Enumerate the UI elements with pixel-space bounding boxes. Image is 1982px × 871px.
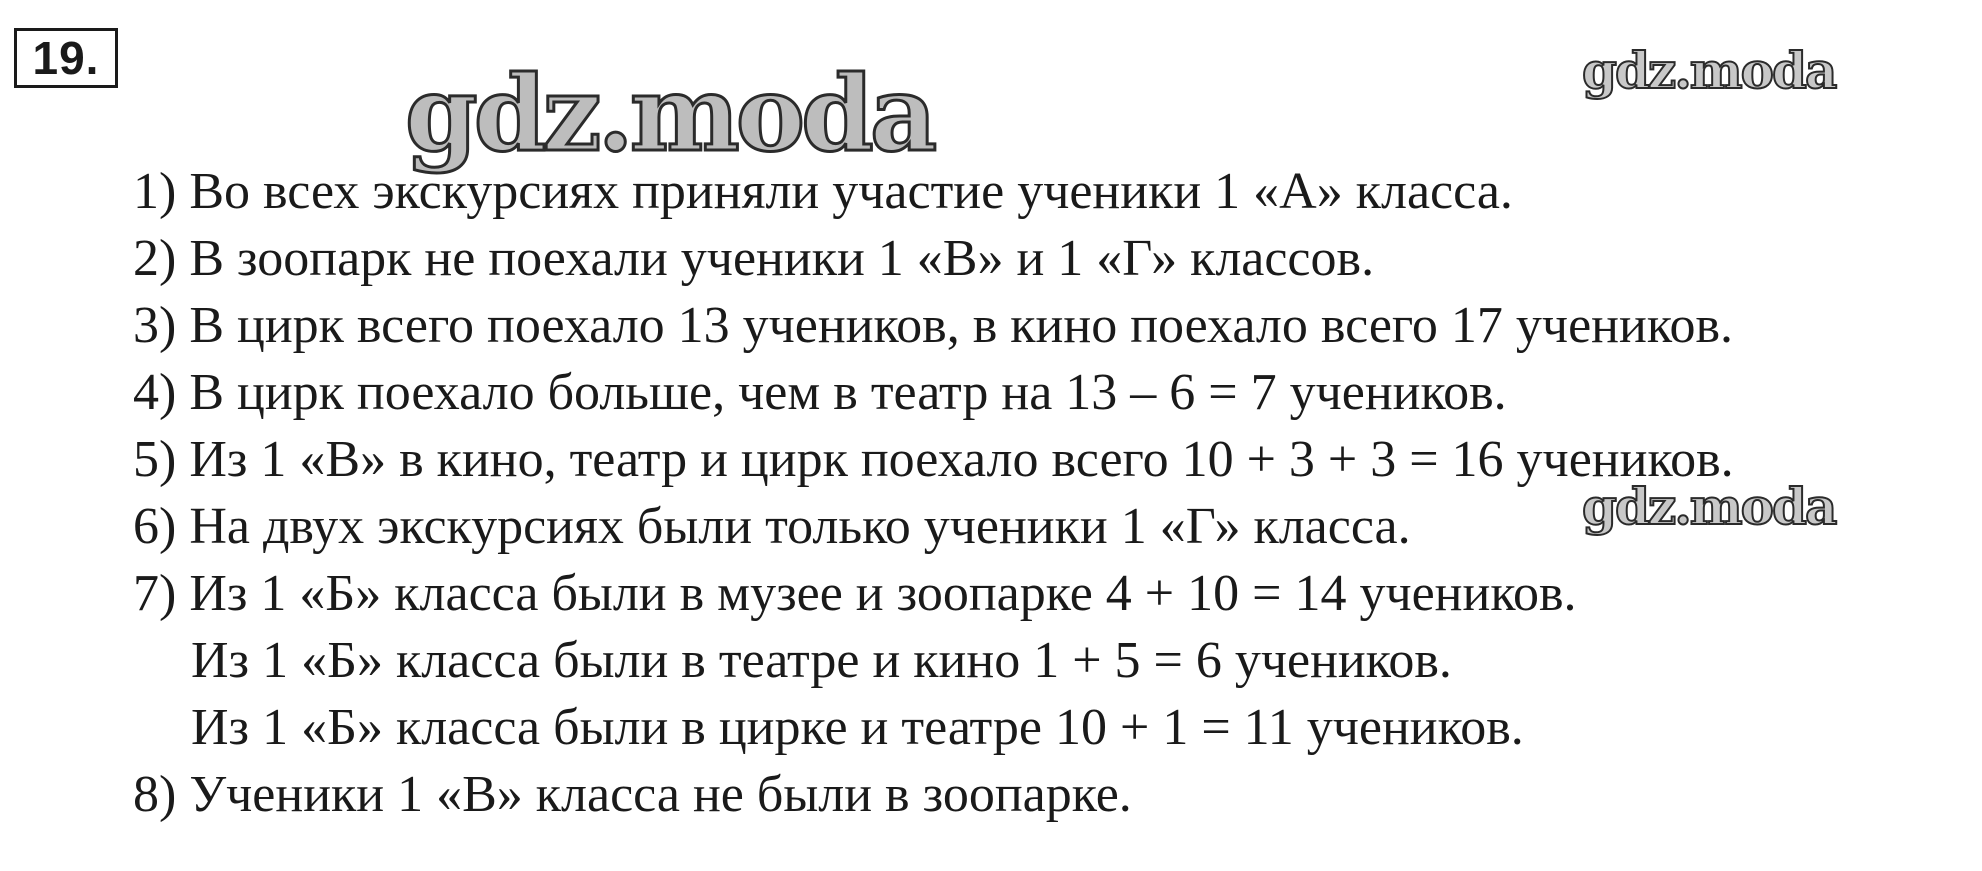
answer-line-2: 2) В зоопарк не поехали ученики 1 «В» и 1 «Г» классов.: [133, 230, 1375, 287]
answer-line-4: 4) В цирк поехало больше, чем в театр на 13 – 6 = 7 учеников.: [133, 364, 1507, 421]
watermark-middle-right: gdz.moda: [1582, 477, 1836, 536]
answer-line-6: 6) На двух экскурсиях были только ученики 1 «Г» класса.: [133, 498, 1411, 555]
answer-line-7-continued-2: Из 1 «Б» класса были в цирке и театре 10 + 1 = 11 учеников.: [191, 699, 1524, 756]
watermark-main: gdz.moda: [405, 52, 934, 175]
answer-line-8: 8) Ученики 1 «В» класса не были в зоопарке.: [133, 766, 1132, 823]
task-number: 19.: [14, 28, 118, 88]
watermark-top-right: gdz.moda: [1582, 41, 1836, 100]
answer-line-3: 3) В цирк всего поехало 13 учеников, в кино поехало всего 17 учеников.: [133, 297, 1733, 354]
answer-line-7: 7) Из 1 «Б» класса были в музее и зоопарке 4 + 10 = 14 учеников.: [133, 565, 1577, 622]
answer-line-7-continued-1: Из 1 «Б» класса были в театре и кино 1 + 5 = 6 учеников.: [191, 632, 1452, 689]
answer-line-1: 1) Во всех экскурсиях приняли участие ученики 1 «А» класса.: [133, 163, 1513, 220]
answer-list: [133, 158, 1734, 828]
answer-line-5: 5) Из 1 «В» в кино, театр и цирк поехало всего 10 + 3 + 3 = 16 учеников.: [133, 431, 1734, 488]
